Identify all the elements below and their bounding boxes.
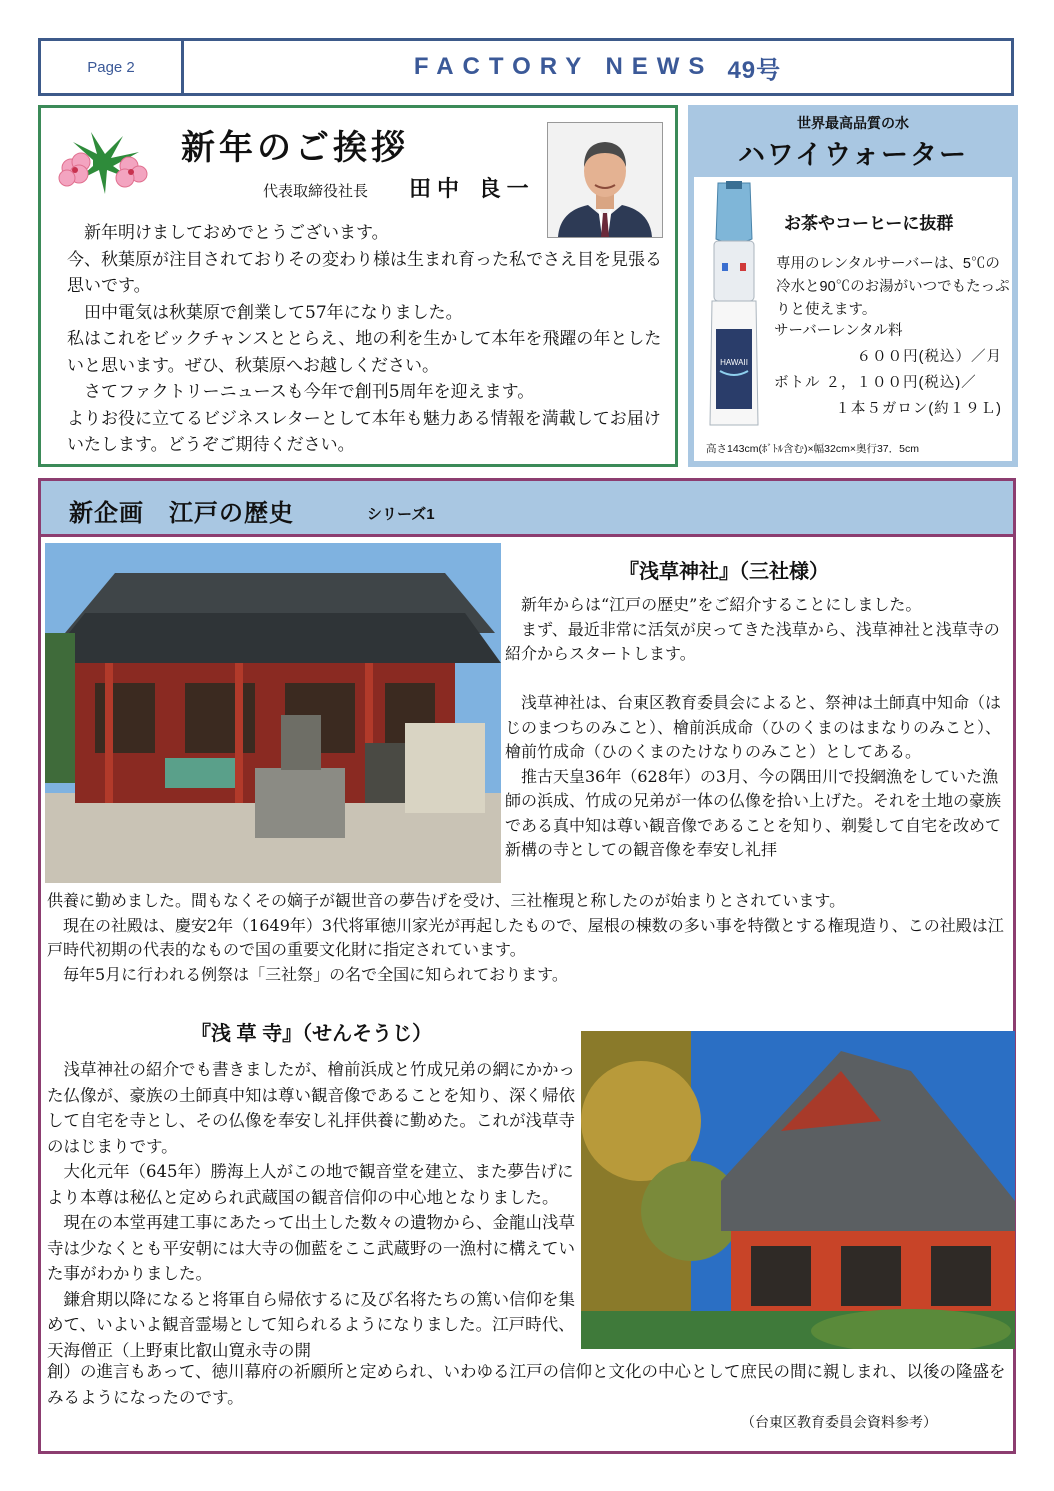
author-role: 代表取締役社長 (263, 183, 369, 200)
series-title: 新企画 江戸の歴史 (69, 500, 294, 527)
series-header (41, 481, 1013, 537)
temple-paragraph: 大化元年（645年）勝海上人がこの地で観音堂を建立、また夢告げにより本尊は秘仏と定められ武蔵国の観音信仰の中心地となりました。 (47, 1162, 574, 1207)
temple-paragraph: 浅草神社の紹介でも書きましたが、檜前浜成と竹成兄弟の網にかかった仏像が、豪族の土師真中知は尊い観音像であることを知り、深く帰依して自宅を寺とし、その仏像を奉安し礼拝供養に勤めた。これが浅草寺のはじまりです。 (47, 1060, 575, 1156)
shrine-paragraph: 新年からは“江戸の歴史”をご紹介することにしました。 (505, 595, 922, 614)
page-header (38, 38, 1014, 96)
greeting-body (67, 220, 667, 459)
water-ad-title: ハワイウォーター (737, 140, 969, 170)
shrine-paragraph: 現在の社殿は、慶安2年（1649年）3代将軍徳川家光が再起したもので、屋根の棟数の多い事を特徴とする権現造り、この社殿は江戸時代初期の代表的なもので国の重要文化財に指定されています。 (47, 915, 1004, 959)
temple-paragraph: 創）の進言もあって、徳川幕府の祈願所と定められ、いわゆる江戸の信仰と文化の中心として庶民の間に親しまれ、以後の隆盛をみるようになったのです。 (47, 1362, 1006, 1407)
rental-fee-label: サーバーレンタル料 (774, 323, 903, 339)
greeting-paragraph: 田中電気は秋葉原で創業して57年になりました。 (67, 302, 463, 323)
dispenser-dimensions: 高さ143cm(ﾎﾞﾄﾙ含む)×幅32cm×奥行37．5cm (706, 443, 919, 455)
greeting-paragraph: よりお役に立てるビジネスレターとして本年も魅力ある情報を満載してお届けいたします。どうぞご期待ください。 (67, 408, 661, 455)
page-number: Page 2 (41, 41, 184, 93)
greeting-paragraph: さてファクトリーニュースも今年で創刊5周年を迎えます。 (67, 382, 535, 402)
temple-paragraph: 鎌倉期以降になると将軍自ら帰依するに及び名将たちの篤い信仰を集めて、いよいよ観音霊場として知られるようになりました。江戸時代、天海僧正（上野東比叡山寛永寺の開 (47, 1289, 575, 1360)
temple-heading: 『浅 草 寺』（せんそうじ） (191, 1023, 433, 1045)
temple-text-left (47, 1057, 575, 1363)
shrine-paragraph: まず、最近非常に活気が戻ってきた浅草から、浅草神社と浅草寺の紹介からスタートします。 (505, 619, 1000, 663)
greeting-paragraph: 新年明けましておめでとうございます。 (67, 223, 389, 243)
water-dispenser-image (704, 179, 764, 429)
shrine-paragraph (505, 667, 1011, 692)
asakusa-shrine-photo (45, 543, 501, 883)
source-credit: （台東区教育委員会資料参考） (741, 1415, 937, 1431)
greeting-paragraph: 私はこれをビックチャンスととらえ、地の利を生かして本年を飛躍の年としたいと思います。ぜひ、秋葉原へお越しください。 (67, 329, 662, 376)
bottle-volume: １本５ガロン(約１９Ｌ) (835, 401, 1002, 417)
shrine-paragraph: 浅草神社は、台東区教育委員会によると、祭神は土師真中知命（はじのまつちのみこと）、檜前浜成命（ひのくまのはまなりのみこと）、檜前竹成命（ひのくまのたけなりのみこと）としてある。 (505, 693, 1002, 761)
new-year-greeting-box (38, 105, 678, 467)
author-name: 田中 良一 (409, 176, 535, 202)
sensoji-temple-photo (581, 1031, 1015, 1349)
shrine-paragraph: 毎年5月に行われる例祭は「三社祭」の名で全国に知られております。 (47, 964, 568, 984)
hawaii-water-ad (688, 105, 1018, 467)
greeting-title: 新年のご挨拶 (181, 128, 409, 168)
newsletter-title (184, 41, 1011, 93)
shrine-text-right (505, 593, 1011, 863)
shrine-heading: 『浅草神社』（三社様） (619, 561, 829, 583)
shrine-paragraph: 供養に勤めました。間もなくその嫡子が観世音の夢告げを受け、三社権現と称したのが始まりとされています。 (47, 891, 846, 910)
temple-text-full (47, 1359, 1011, 1410)
water-ad-catchphrase: お茶やコーヒーに抜群 (784, 214, 954, 233)
shrine-text-full (47, 889, 1011, 987)
svg-text:HAWAII: HAWAII (720, 358, 748, 367)
greeting-paragraph: 今、秋葉原が注目されておりその変わり様は生まれ育った私でさえ目を見張る思いです。 (67, 249, 662, 296)
rental-fee-price: ６００円(税込）／月 (856, 349, 1002, 365)
edo-history-series (38, 478, 1016, 1454)
pine-plum-icon (53, 122, 149, 202)
temple-paragraph: 現在の本堂再建工事にあたって出土した数々の遺物から、金龍山浅草寺は少なくとも平安朝には大寺の伽藍をここ武蔵野の一漁村に構えていた事がわかりました。 (47, 1213, 575, 1283)
water-ad-subtitle: 世界最高品質の水 (797, 115, 909, 131)
series-number: シリーズ1 (367, 506, 435, 523)
water-ad-description: 専用のレンタルサーバーは、5℃の冷水と90℃のお湯がいつでもたっぷりと使えます。 (776, 256, 1010, 318)
issue-number: 49号 (727, 56, 782, 84)
newsletter-name: FACTORY NEWS (413, 53, 714, 80)
shrine-paragraph: 推古天皇36年（628年）の3月、今の隅田川で投網漁をしていた漁師の浜成、竹成の兄弟が一体の仏像を拾い上げた。それを土地の豪族である真中知は尊い観音像であることを知り、剃髪して自宅を改めて新構の寺としての観音像を奉安し礼拝 (505, 766, 1002, 859)
bottle-price: ボトル ２，１００円(税込)／ (774, 375, 977, 391)
